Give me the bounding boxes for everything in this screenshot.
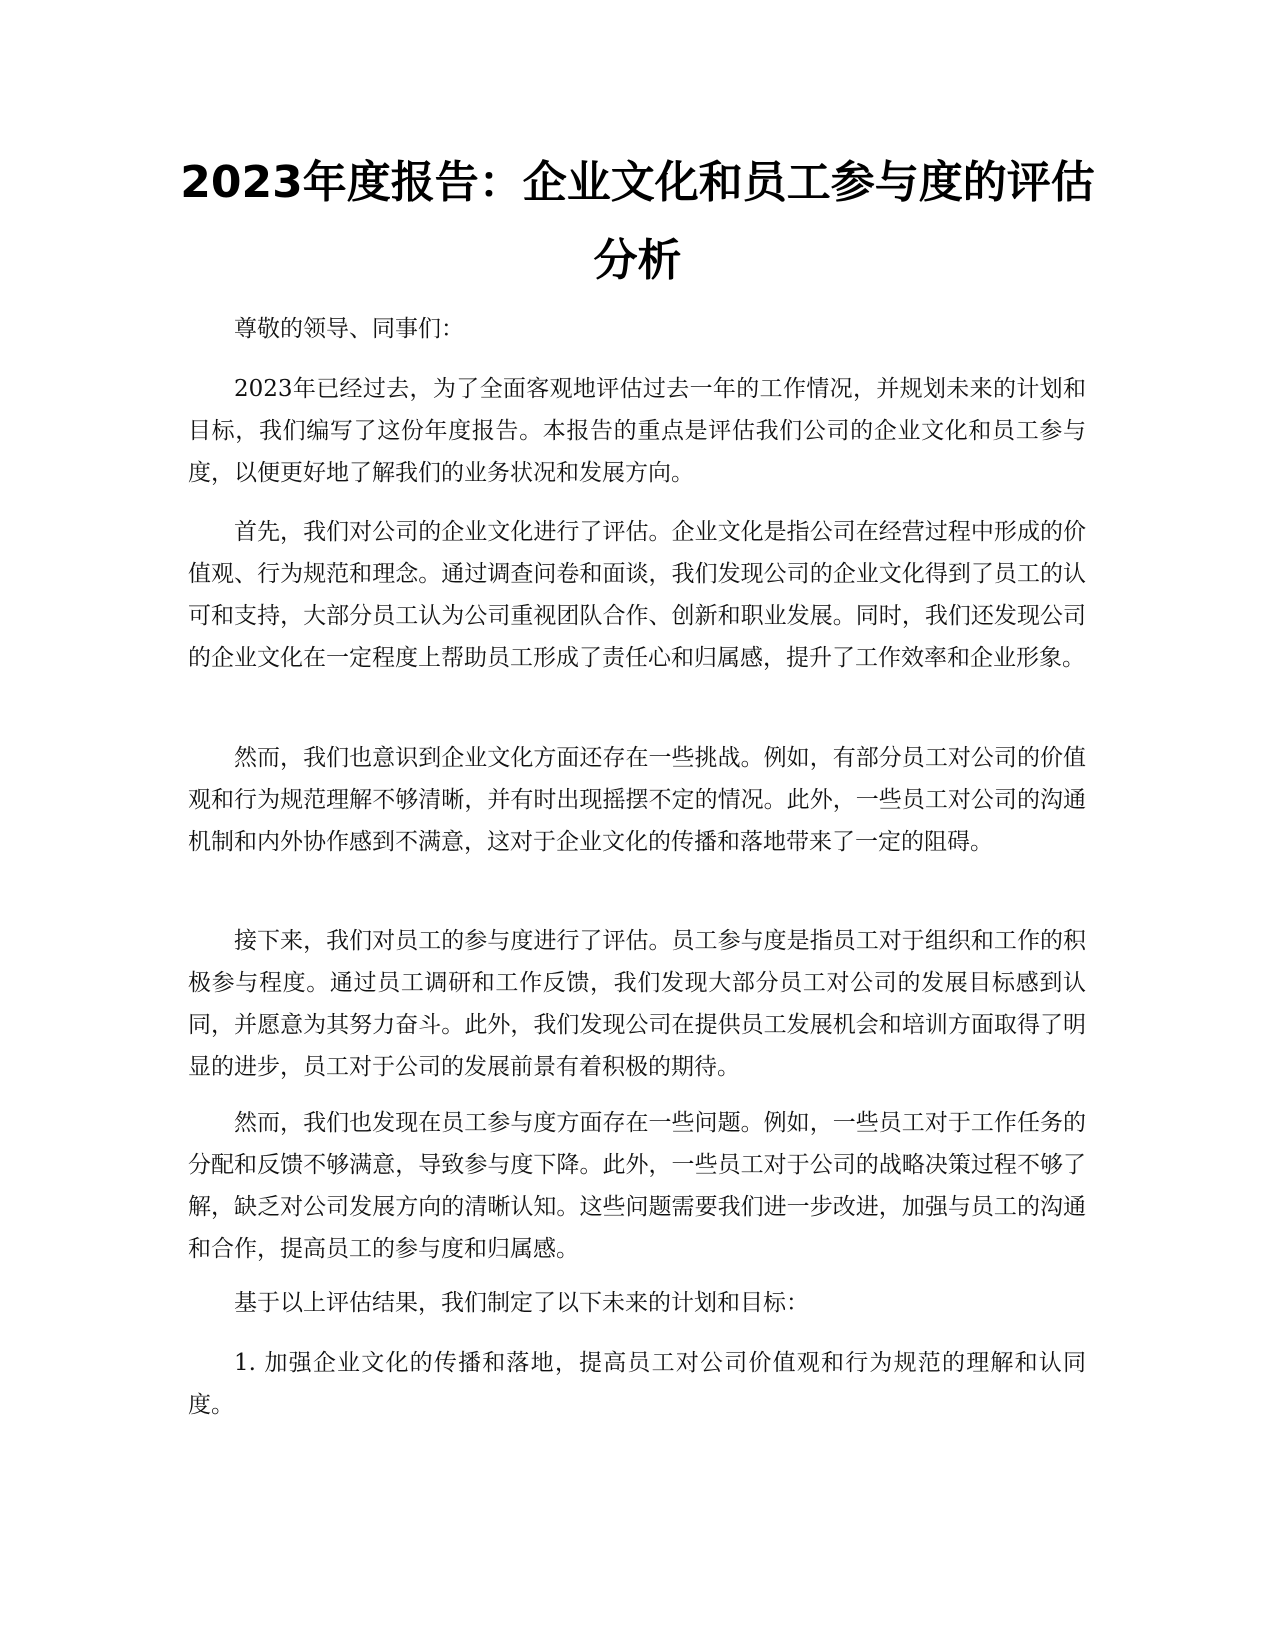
paragraph-intro: 2023年已经过去，为了全面客观地评估过去一年的工作情况，并规划未来的计划和目标，我们编写了这份年度报告。本报告的重点是评估我们公司的企业文化和员工参与度，以便更好地了解我们的业务状况和发展方向。 [188, 376, 1086, 486]
list-item-plan-1: 1. 加强企业文化的传播和落地，提高员工对公司价值观和行为规范的理解和认同度。 [188, 1350, 1086, 1418]
document-title: 2023年度报告：企业文化和员工参与度的评估分析 [180, 157, 1095, 286]
paragraph-engagement-assessment: 接下来，我们对员工的参与度进行了评估。员工参与度是指员工对于组织和工作的积极参与程度。通过员工调研和工作反馈，我们发现大部分员工对公司的发展目标感到认同，并愿意为其努力奋斗。此外，我们发现公司在提供员工发展机会和培训方面取得了明显的进步，员工对于公司的发展前景有着积极的期待。 [188, 928, 1086, 1080]
paragraph-engagement-issues: 然而，我们也发现在员工参与度方面存在一些问题。例如，一些员工对于工作任务的分配和反馈不够满意，导致参与度下降。此外，一些员工对于公司的战略决策过程不够了解，缺乏对公司发展方向的清晰认知。这些问题需要我们进一步改进，加强与员工的沟通和合作，提高员工的参与度和归属感。 [188, 1110, 1086, 1262]
paragraph-culture-challenges: 然而，我们也意识到企业文化方面还存在一些挑战。例如，有部分员工对公司的价值观和行为规范理解不够清晰，并有时出现摇摆不定的情况。此外，一些员工对公司的沟通机制和内外协作感到不满意，这对于企业文化的传播和落地带来了一定的阻碍。 [188, 745, 1086, 855]
paragraph-salutation: 尊敬的领导、同事们： [234, 316, 464, 342]
paragraph-plan-intro: 基于以上评估结果，我们制定了以下未来的计划和目标： [234, 1290, 809, 1316]
paragraph-culture-assessment: 首先，我们对公司的企业文化进行了评估。企业文化是指公司在经营过程中形成的价值观、行为规范和理念。通过调查问卷和面谈，我们发现公司的企业文化得到了员工的认可和支持，大部分员工认为公司重视团队合作、创新和职业发展。同时，我们还发现公司的企业文化在一定程度上帮助员工形成了责任心和归属感，提升了工作效率和企业形象。 [188, 519, 1086, 671]
